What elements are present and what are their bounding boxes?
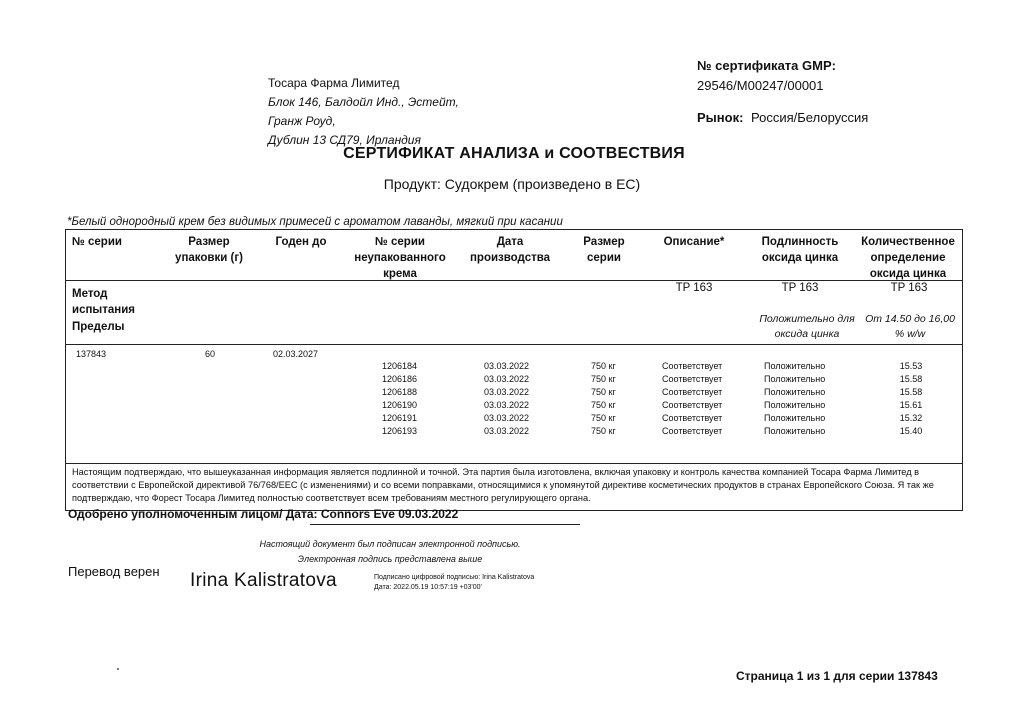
batch-size: 750 кг — [591, 400, 616, 410]
bulk-series: 1206184 — [382, 361, 418, 371]
identity-result: Положительно — [764, 361, 826, 371]
limits-identity: Положительно для оксида цинка — [759, 313, 855, 340]
production-date: 03.03.2022 — [484, 426, 530, 436]
production-date: 03.03.2022 — [484, 361, 530, 371]
bulk-series: 1206188 — [382, 387, 418, 397]
limits-label: Пределы — [72, 321, 125, 333]
market-label: Рынок: — [697, 110, 744, 125]
address-line-3: Дублин 13 СД79, Ирландия — [268, 133, 421, 147]
esign-line-2: Электронная подпись представлена выше — [297, 554, 483, 564]
series-number: 137843 — [76, 349, 107, 359]
description-result: Соответствует — [662, 413, 723, 423]
market-line — [697, 108, 868, 128]
translator-signature-name: Irina Kalistratova — [190, 570, 337, 591]
document-title: СЕРТИФИКАТ АНАЛИЗА и СООТВЕСТВИЯ — [343, 145, 685, 162]
product-line: Продукт: Судокрем (произведено в ЕС) — [383, 176, 641, 192]
esign-line-1: Настоящий документ был подписан электронной подписью. — [259, 539, 521, 549]
method-description: TP 163 — [675, 282, 713, 294]
header-zinc-assay: Количественное определение оксида цинка — [861, 236, 955, 280]
limits-assay: От 14.50 до 16,00 % w/w — [865, 313, 955, 340]
description-result: Соответствует — [662, 400, 723, 410]
esign-note — [250, 537, 530, 567]
bulk-series: 1206186 — [382, 374, 418, 384]
approval-line: Одобрено уполномоченным лицом/ Дата: Connors Eve 09.03.2022 — [68, 507, 459, 521]
batch-size: 750 кг — [591, 387, 616, 397]
bulk-series: 1206193 — [382, 426, 418, 436]
digital-signature-meta — [374, 573, 534, 593]
assay-result: 15.58 — [899, 387, 923, 397]
gmp-number: 29546/M00247/00001 — [697, 78, 824, 93]
header-pack-size: Размер упаковки (г) — [175, 236, 243, 264]
header-production-date: Дата производства — [469, 236, 551, 264]
batch-size: 750 кг — [591, 374, 616, 384]
header-series: № серии — [72, 236, 122, 248]
bulk-series: 1206191 — [382, 413, 418, 423]
identity-result: Положительно — [764, 426, 826, 436]
assay-result: 15.53 — [899, 361, 923, 371]
expiry-date: 02.03.2027 — [273, 349, 319, 359]
header-expiry: Годен до — [275, 236, 327, 248]
header-bulk-series: № серии неупакованного крема — [354, 236, 446, 280]
batch-size: 750 кг — [591, 426, 616, 436]
approval-underline — [310, 524, 580, 525]
bulk-series: 1206190 — [382, 400, 418, 410]
confirmation-statement: Настоящим подтверждаю, что вышеуказанная информация является подлинной и точной. Эта партия была изготовлена, включая упаковку и контроль качества компанией Тосара Фарма Лимитед в соответствии с Европейской директивой 76/768/ЕЕС (с изменениями) и со всеми поправками, относящимися к упомянутой директиве косметических продуктов в странах Европейского Союза. Я так же подтверждаю, что Форест Тосара Лимитед полностью соответствует всем требованиям местного регулирующего органа. — [72, 467, 934, 503]
gmp-label: № сертификата GMP: — [697, 58, 836, 73]
page-footer: Страница 1 из 1 для серии 137843 — [736, 669, 938, 683]
table-divider-limits — [66, 344, 962, 345]
description-note: *Белый однородный крем без видимых примесей с ароматом лаванды, мягкий при касании — [67, 216, 563, 228]
identity-result: Положительно — [764, 413, 826, 423]
method-identity: TP 163 — [781, 282, 819, 294]
description-result: Соответствует — [662, 387, 723, 397]
assay-result: 15.32 — [899, 413, 923, 423]
production-date: 03.03.2022 — [484, 387, 530, 397]
assay-result: 15.58 — [899, 374, 923, 384]
identity-result: Положительно — [764, 400, 826, 410]
digital-signature-line-2: Дата: 2022.05.19 10:57:19 +03'00' — [374, 584, 482, 591]
gmp-block — [697, 56, 836, 96]
header-batch-size: Размер серии — [583, 236, 625, 264]
digital-signature-line-1: Подписано цифровой подписью: Irina Kalistratova — [374, 574, 535, 581]
production-date: 03.03.2022 — [484, 374, 530, 384]
batch-size: 750 кг — [591, 413, 616, 423]
translation-verified-label: Перевод верен — [68, 564, 160, 579]
address-line-2: Гранж Роуд, — [268, 114, 336, 128]
address-line-1: Блок 146, Балдойл Инд., Эстейт, — [268, 95, 459, 109]
batch-size: 750 кг — [591, 361, 616, 371]
production-date: 03.03.2022 — [484, 413, 530, 423]
description-result: Соответствует — [662, 361, 723, 371]
table-divider-statement — [66, 463, 962, 464]
company-name: Тосара Фарма Лимитед — [268, 76, 400, 90]
assay-result: 15.61 — [899, 400, 923, 410]
market-value: Россия/Белоруссия — [751, 110, 869, 125]
scan-speck — [117, 668, 119, 670]
assay-result: 15.40 — [899, 426, 923, 436]
table-divider-header — [66, 280, 962, 281]
company-address — [268, 74, 459, 150]
header-description: Описание* — [663, 236, 725, 248]
description-result: Соответствует — [662, 426, 723, 436]
analysis-table — [65, 229, 963, 511]
production-date: 03.03.2022 — [484, 400, 530, 410]
method-assay: TP 163 — [890, 282, 928, 294]
identity-result: Положительно — [764, 374, 826, 384]
description-result: Соответствует — [662, 374, 723, 384]
header-zinc-identity: Подлинность оксида цинка — [761, 236, 839, 264]
method-label: Метод испытания — [72, 288, 135, 316]
pack-size: 60 — [204, 349, 215, 359]
identity-result: Положительно — [764, 387, 826, 397]
